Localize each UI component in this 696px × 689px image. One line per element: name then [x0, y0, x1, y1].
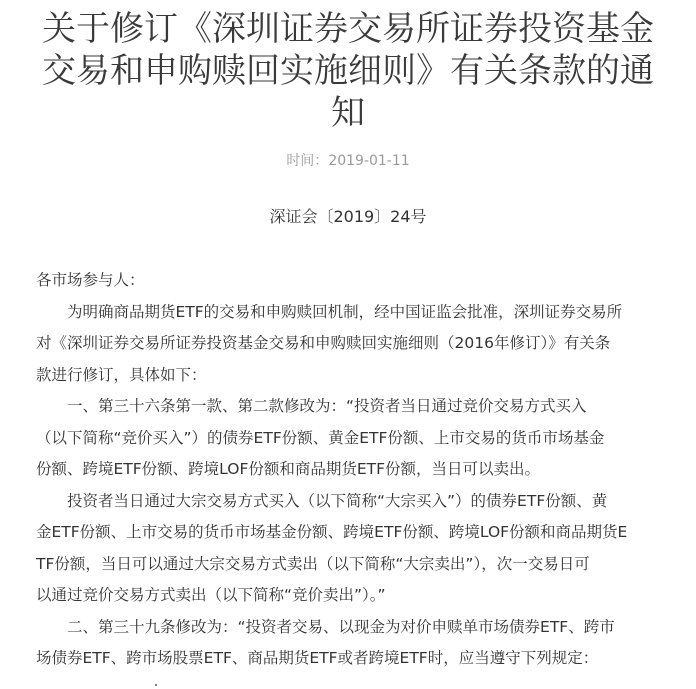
- paragraph-block-trade: [36, 486, 646, 612]
- paragraph-article-36: [36, 391, 646, 486]
- paragraph-article-39: [36, 612, 646, 675]
- publish-time-value: 2019-01-11: [328, 153, 410, 169]
- title-line: 交易和申购赎回实施细则》有关条款的通: [42, 51, 654, 91]
- document-number: 深证会〔2019〕24号: [269, 207, 427, 226]
- paragraph-line: 款进行修订，具体如下：: [36, 365, 207, 384]
- salutation: 各市场参与人：: [36, 271, 145, 289]
- paragraph-line: 二、第三十九条修改为：“投资者交易、以现金为对价申赎单市场债券ETF、跨市: [67, 617, 615, 636]
- paragraph-line: 为明确商品期货ETF的交易和申购赎回机制，经中国证监会批准，深圳证券交易所: [67, 302, 623, 321]
- publish-time-label: 时间：: [286, 153, 329, 169]
- article-body: [36, 265, 646, 675]
- stray-mark: [155, 684, 157, 686]
- paragraph-line: 场债券ETF、跨市场股票ETF、商品期货ETF或者跨境ETF时，应当遵守下列规定：: [36, 649, 599, 667]
- paragraph-line: 以通过竞价交易方式卖出（以下简称“竞价卖出”）。”: [36, 586, 386, 604]
- article-title: [20, 8, 676, 134]
- paragraph-line: （以下简称“竞价买入”）的债券ETF份额、黄金ETF份额、上市交易的货币市场基金: [36, 428, 605, 447]
- paragraph-line: 对《深圳证券交易所证券投资基金交易和申购赎回实施细则（2016年修订）》有关条: [36, 334, 611, 352]
- title-line: 关于修订《深圳证券交易所证券投资基金: [42, 9, 654, 49]
- title-line: 知: [331, 93, 365, 133]
- paragraph-intro: [36, 297, 646, 392]
- publish-time: [0, 150, 696, 170]
- paragraph-line: 投资者当日通过大宗交易方式买入（以下简称“大宗买入”）的债券ETF份额、黄: [67, 491, 608, 510]
- paragraph-line: 金ETF份额、上市交易的货币市场基金份额、跨境ETF份额、跨境LOF份额和商品期货E: [36, 523, 628, 541]
- paragraph-line: 份额、跨境ETF份额、跨境LOF份额和商品期货ETF份额，当日可以卖出。: [36, 460, 541, 478]
- paragraph-line: TF份额，当日可以通过大宗交易方式卖出（以下简称“大宗卖出”），次一交易日可: [36, 554, 590, 573]
- paragraph-line: 一、第三十六条第一款、第二款修改为：“投资者当日通过竞价交易方式买入: [67, 397, 587, 415]
